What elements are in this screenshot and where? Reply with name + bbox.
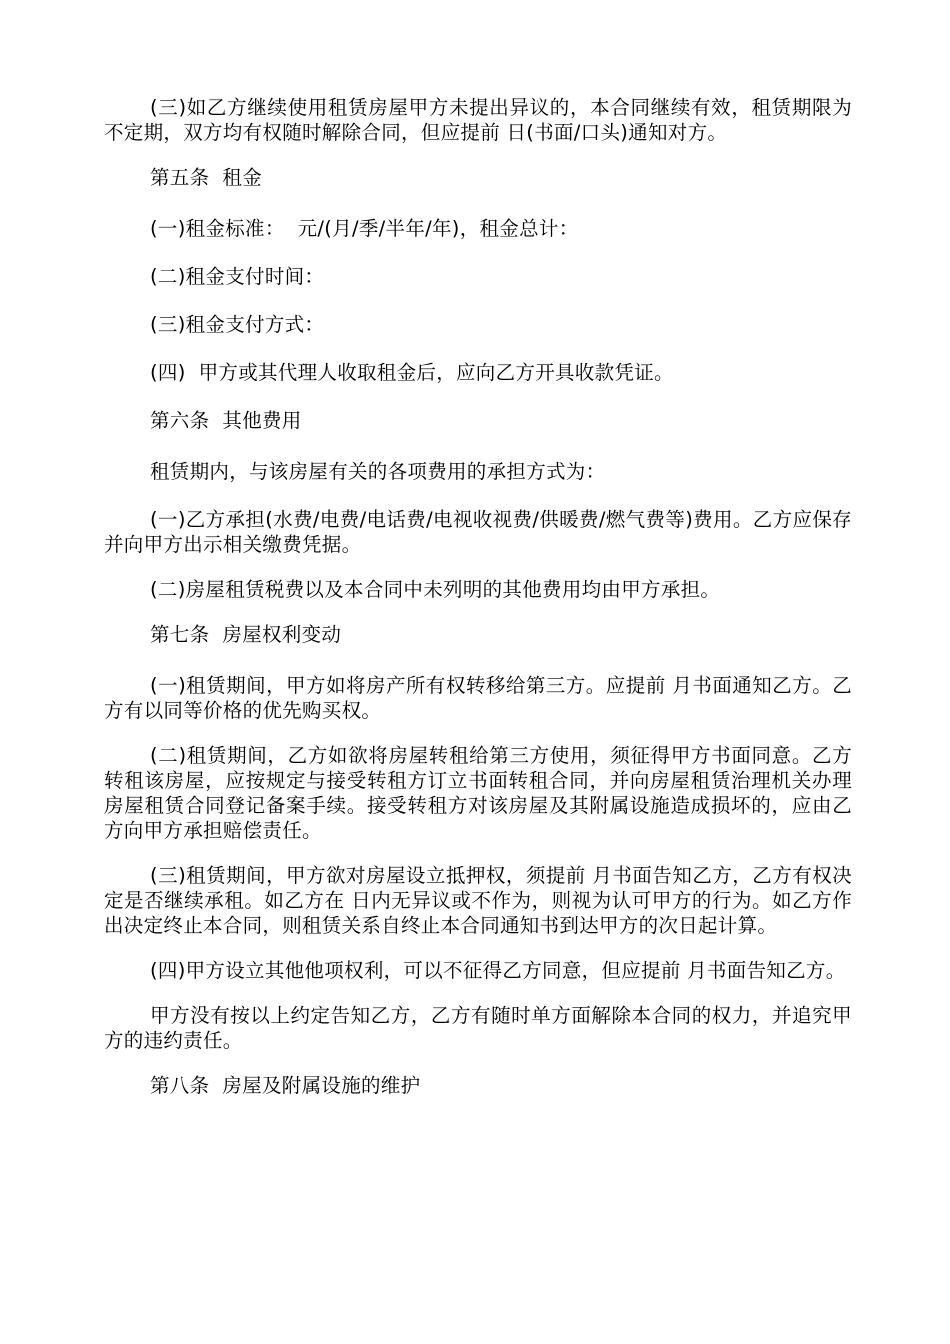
heading-article-8-maintenance: 第八条 房屋及附属设施的维护 [150, 1074, 421, 1097]
paragraph-rent-receipt: (四) 甲方或其代理人收取租金后，应向乙方开具收款凭证。 [150, 361, 674, 384]
paragraph-notice-breach: 甲方没有按以上约定告知乙方，乙方有随时单方面解除本合同的权力，并追究甲方的违约责任。 [104, 1004, 852, 1052]
paragraph-fees-intro: 租赁期内，与该房屋有关的各项费用的承担方式为： [150, 460, 606, 483]
paragraph-landlord-taxes: (二)房屋租赁税费以及本合同中未列明的其他费用均由甲方承担。 [150, 578, 721, 601]
paragraph-mortgage: (三)租赁期间，甲方欲对房屋设立抵押权，须提前 月书面告知乙方，乙方有权决定是否继续承租。如乙方在 日内无异议或不作为，则视为认可甲方的行为。如乙方作出决定终止本合同，则租赁关系自终止本合同通知书到达甲方的次日起计算。 [104, 864, 852, 937]
paragraph-lease-indefinite-term: (三)如乙方继续使用租赁房屋甲方未提出异议的，本合同继续有效，租赁期限为不定期，双方均有权随时解除合同，但应提前 日(书面/口头)通知对方。 [104, 96, 852, 144]
paragraph-tenant-fees: (一)乙方承担(水费/电费/电话费/电视收视费/供暖费/燃气费等)费用。乙方应保存并向甲方出示相关缴费凭据。 [104, 508, 852, 556]
paragraph-ownership-transfer: (一)租赁期间，甲方如将房产所有权转移给第三方。应提前 月书面通知乙方。乙方有以同等价格的优先购买权。 [104, 674, 852, 722]
paragraph-rent-payment-method: (三)租金支付方式： [150, 313, 325, 336]
paragraph-rent-standard: (一)租金标准： 元/(月/季/半年/年)，租金总计： [150, 217, 579, 240]
heading-article-7-rights-change: 第七条 房屋权利变动 [150, 623, 342, 646]
paragraph-rent-payment-time: (二)租金支付时间： [150, 265, 325, 288]
heading-article-5-rent: 第五条 租金 [150, 166, 262, 189]
heading-article-6-other-fees: 第六条 其他费用 [150, 409, 302, 432]
paragraph-sublease: (二)租赁期间，乙方如欲将房屋转租给第三方使用，须征得甲方书面同意。乙方转租该房屋，应按规定与接受转租方订立书面转租合同，并向房屋租赁治理机关办理房屋租赁合同登记备案手续。接受转租方对该房屋及其附属设施造成损坏的，应由乙方向甲方承担赔偿责任。 [104, 744, 852, 842]
paragraph-other-rights: (四)甲方设立其他他项权利，可以不征得乙方同意，但应提前 月书面告知乙方。 [150, 959, 846, 982]
document-page [104, 95, 852, 1118]
